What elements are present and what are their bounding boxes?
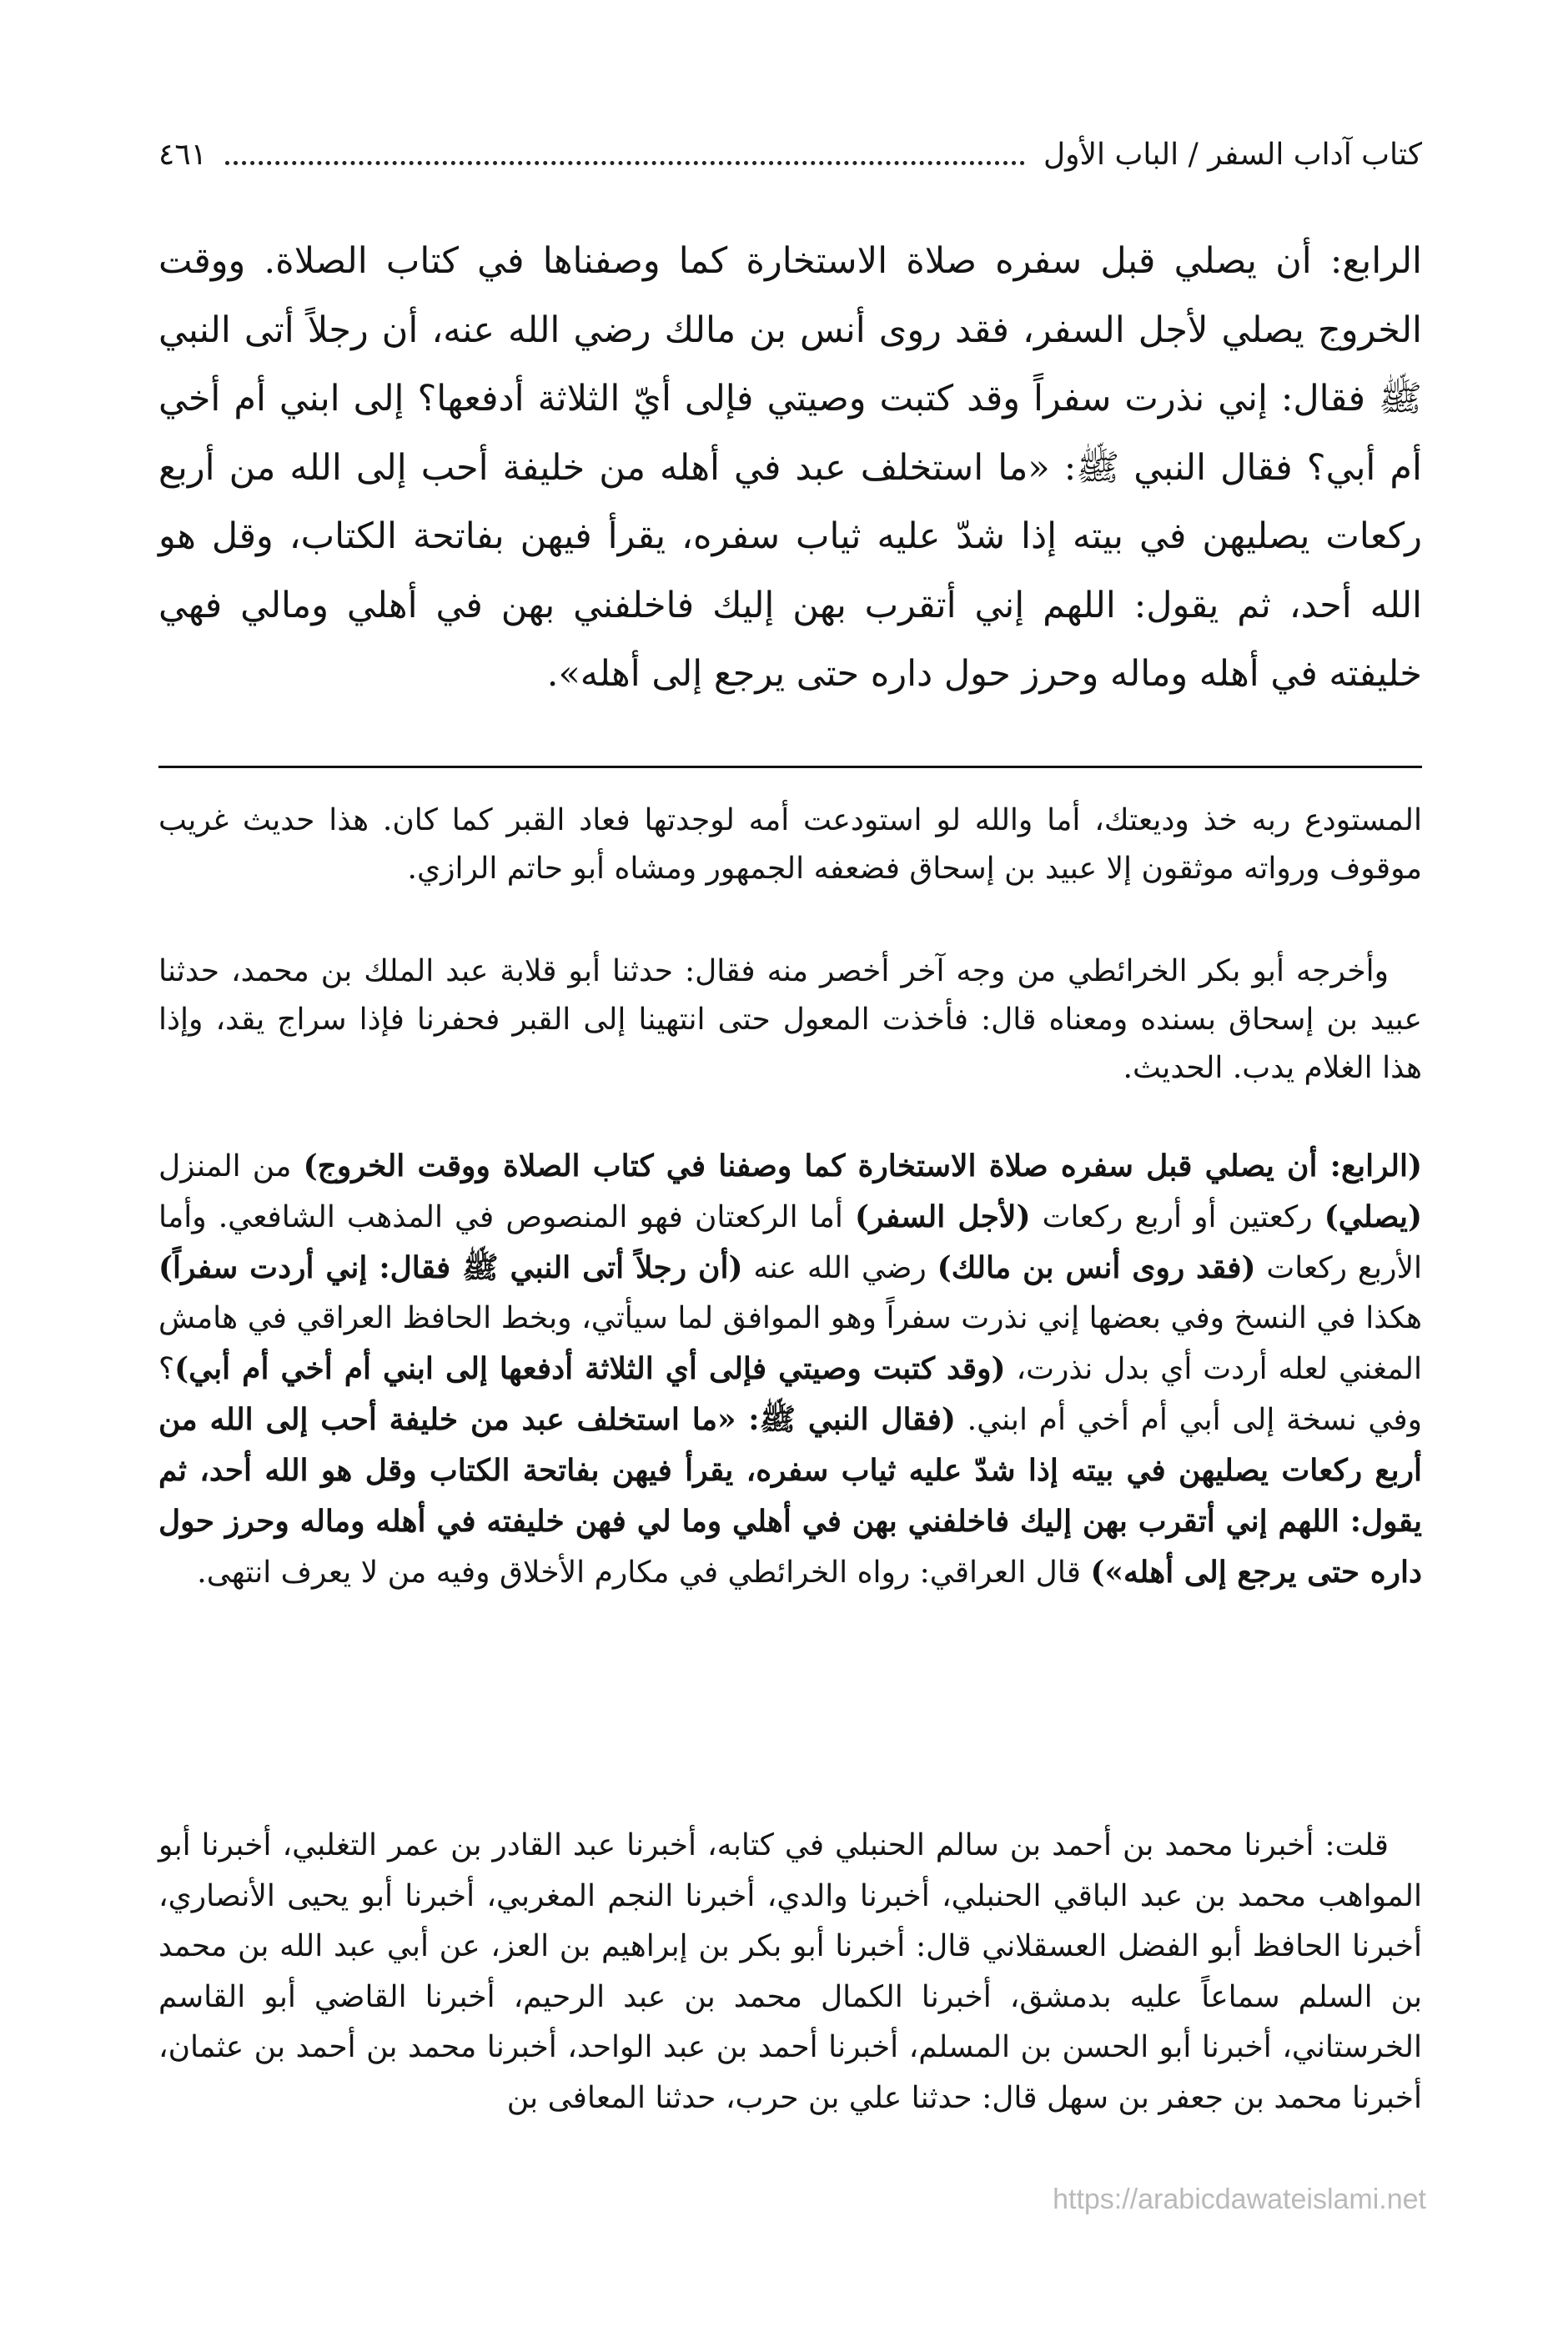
commentary-block-1 [158, 797, 1422, 893]
separator-rule [158, 766, 1422, 768]
explanation-text: ؟ وفي نسخة إلى أبي أم أخي أم ابني. [158, 1352, 1422, 1437]
commentary-paragraph: المستودع ربه خذ وديعتك، أما والله لو استودعت أمه لوجدتها فعاد القبر كما كان. هذا حديث غريب موقوف ورواته موثقون إلا عبيد بن إسحاق فضعفه الجمهور ومشاه أبو حاتم الرازي. [158, 803, 1422, 886]
explanation-text: أما الركعتان فهو المنصوص في المذهب الشافعي. وأما الأربع ركعات [158, 1200, 1422, 1285]
explanation-text: هكذا في النسخ وفي بعضها إني نذرت سفراً وهو الموافق لما سيأتي، وبخط الحافظ العراقي في هامش المغني لعله أردت أي بدل نذرت، [158, 1301, 1423, 1386]
quoted-main-text: (أن رجلاً أتى النبي ﷺ فقال: إني أردت سفراً) [158, 1250, 743, 1285]
explanation-text: قال العراقي: رواه الخرائطي في مكارم الأخلاق وفيه من لا يعرف انتهى. [197, 1556, 1091, 1590]
commentary-block-4 [158, 1821, 1422, 2123]
quoted-main-text: (لأجل السفر) [855, 1199, 1031, 1234]
quoted-main-text: (وقد كتبت وصيتي فإلى أي الثلاثة أدفعها إلى ابني أم أخي أم أبي) [174, 1351, 1006, 1386]
page-number: ٤٦١ [158, 138, 208, 172]
commentary-paragraph: وأخرجه أبو بكر الخرائطي من وجه آخر أخصر منه فقال: حدثنا أبو قلابة عبد الملك بن محمد، حدثنا عبيد بن إسحاق بسنده ومعناه قال: فأخذت المعول حتى انتهينا إلى القبر فحفرنا فإذا سراج يقد، وإذا هذا الغلام يدب. الحديث. [158, 954, 1422, 1085]
quoted-main-text: (يصلي) [1324, 1199, 1422, 1234]
explanation-text: من المنزل [158, 1149, 304, 1184]
commentary-paragraph [158, 1141, 1422, 1598]
leader-dots [225, 161, 1025, 165]
quoted-main-text: (فقال النبي ﷺ: «ما استخلف عبد من خليفة أحب إلى الله من أربع ركعات يصليهن في بيته إذا شدّ عليه ثياب سفره، يقرأ فيهن بفاتحة الكتاب وقل هو الله أحد، ثم يقول: اللهم إني أتقرب بهن إليك فاخلفني بهن في أهلي وما لي فهن خليفته في أهله وماله وحرز حول داره حتى يرجع إلى أهله») [158, 1402, 1422, 1590]
commentary-block-2 [158, 947, 1422, 1093]
commentary-block-3 [158, 1141, 1422, 1598]
commentary-paragraph: قلت: أخبرنا محمد بن أحمد بن سالم الحنبلي في كتابه، أخبرنا عبد القادر بن عمر التغلبي، أخبرنا أبو المواهب محمد بن عبد الباقي الحنبلي، أخبرنا والدي، أخبرنا النجم المغربي، أخبرنا أبو يحيى الأنصاري، أخبرنا الحافظ أبو الفضل العسقلاني قال: أخبرنا أبو بكر بن إبراهيم بن العز، عن أبي عبد الله بن محمد بن السلم سماعاً عليه بدمشق، أخبرنا الكمال محمد بن عبد الرحيم، أخبرنا القاضي أبو القاسم الخرستاني، أخبرنا أبو الحسن بن المسلم، أخبرنا أحمد بن عبد الواحد، أخبرنا محمد بن أحمد بن عثمان، أخبرنا محمد بن جعفر بن سهل قال: حدثنا علي بن حرب، حدثنا المعافى بن [158, 1828, 1422, 2115]
running-header [158, 118, 1422, 172]
main-paragraph: الرابع: أن يصلي قبل سفره صلاة الاستخارة كما وصفناها في كتاب الصلاة. ووقت الخروج يصلي لأجل السفر، فقد روى أنس بن مالك رضي الله عنه، أن رجلاً أتى النبي ﷺ فقال: إني نذرت سفراً وقد كتبت وصيتي فإلى أيّ الثلاثة أدفعها؟ إلى ابني أم أخي أم أبي؟ فقال النبي ﷺ: «ما استخلف عبد في أهله من خليفة أحب إلى الله من أربع ركعات يصليهن في بيته إذا شدّ عليه ثياب سفره، يقرأ فيهن بفاتحة الكتاب، وقل هو الله أحد، ثم يقول: اللهم إني أتقرب بهن إليك فاخلفني بهن في أهلي ومالي فهي خليفته في أهله وماله وحرز حول داره حتى يرجع إلى أهله». [158, 240, 1422, 695]
explanation-text: ركعتين أو أربع ركعات [1030, 1200, 1324, 1234]
running-title: كتاب آداب السفر / الباب الأول [1043, 138, 1422, 172]
main-text [158, 227, 1422, 709]
quoted-main-text: (الرابع: أن يصلي قبل سفره صلاة الاستخارة كما وصفنا في كتاب الصلاة ووقت الخروج) [303, 1148, 1423, 1184]
quoted-main-text: (فقد روى أنس بن مالك) [937, 1250, 1256, 1285]
watermark-url: https://arabicdawateislami.net [1053, 2184, 1426, 2215]
explanation-text: رضي الله عنه [742, 1251, 937, 1285]
